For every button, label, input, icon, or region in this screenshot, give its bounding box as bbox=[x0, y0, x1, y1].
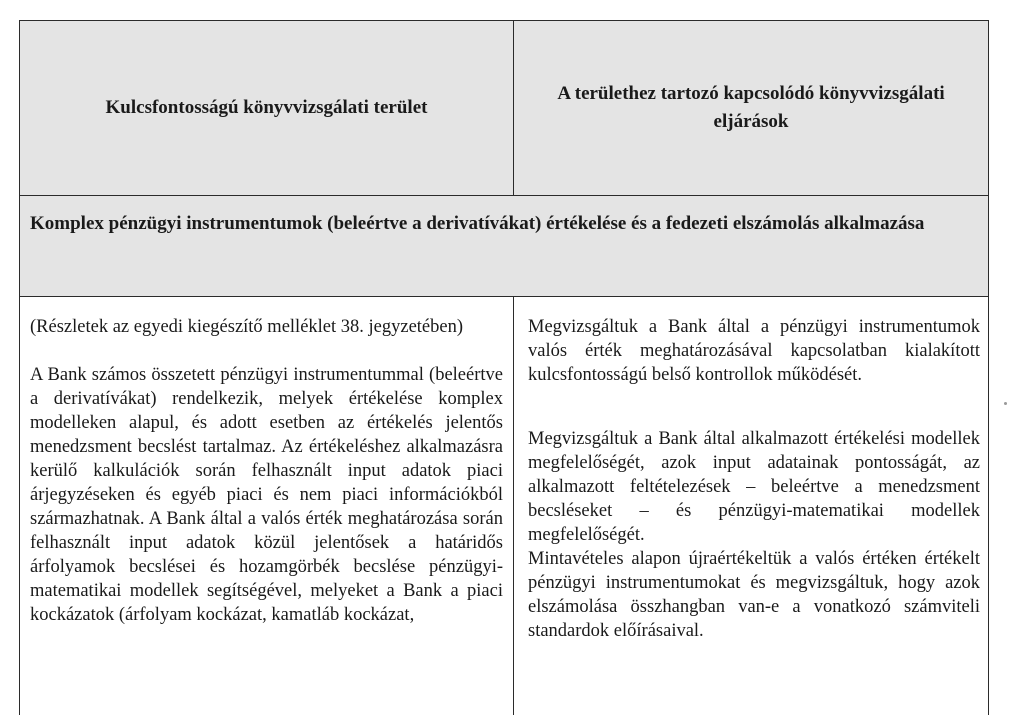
table-body-row bbox=[20, 297, 988, 715]
procedure-paragraph-models: Megvizsgáltuk a Bank által alkalmazott értékelési modellek megfelelőségét, azok input adatainak pontosságát, az alkalmazott feltételezések – beleértve a menedzsment becsléseket – és pénzügyi-matematikai modellek megfelelőségét. bbox=[528, 429, 980, 545]
section-title: Komplex pénzügyi instrumentumok (beleértve a derivatívákat) értékelése és a fedezeti elszámolás alkalmazása bbox=[30, 213, 925, 234]
procedure-paragraph-controls: Megvizsgáltuk a Bank által a pénzügyi instrumentumok valós érték meghatározásával kapcsolatban kialakított kulcsfontosságú belső kontrollok működését. bbox=[528, 317, 980, 385]
header-audit-procedures bbox=[514, 21, 988, 195]
header-key-audit-matter bbox=[20, 21, 514, 195]
key-audit-matter-description bbox=[20, 297, 514, 715]
table-header-row bbox=[20, 21, 988, 196]
header-key-audit-matter-text: Kulcsfontosságú könyvvizsgálati terület bbox=[105, 97, 428, 118]
scan-speck bbox=[1004, 402, 1007, 405]
note-reference-paragraph: (Részletek az egyedi kiegészítő melléklet 38. jegyzetében) bbox=[30, 317, 464, 337]
audit-procedures-description bbox=[514, 297, 988, 715]
header-audit-procedures-text: A területhez tartozó kapcsolódó könyvvizsgálati eljárások bbox=[557, 83, 945, 132]
audit-matters-table bbox=[19, 20, 989, 715]
description-paragraph: A Bank számos összetett pénzügyi instrumentummal (beleértve a derivatívákat) rendelkezik, melyek értékelése komplex modelleken alapul, és adott esetben az értékelés jelentős menedzsment becslést tartalmaz. Az értékeléshez alkalmazásra kerülő kalkulációk során felhasznált input adatok piaci árjegyzéseken és egyéb piaci és nem piaci információkból származhatnak. A Bank által a valós érték meghatározása során felhasznált input adatok közül jelentősek a határidős árfolyamok becslései és hozamgörbék becslése pénzügyi-matematikai modellek segítségével, melyeket a Bank a piaci kockázatok (árfolyam kockázat, kamatláb kockázat, bbox=[30, 365, 503, 625]
section-title-row bbox=[20, 196, 988, 297]
procedure-paragraph-revaluation: Mintavételes alapon újraértékeltük a valós értéken értékelt pénzügyi instrumentumokat és megvizsgáltuk, hogy azok elszámolása összhangban van-e a vonatkozó számviteli standardok előírásaival. bbox=[528, 549, 980, 641]
